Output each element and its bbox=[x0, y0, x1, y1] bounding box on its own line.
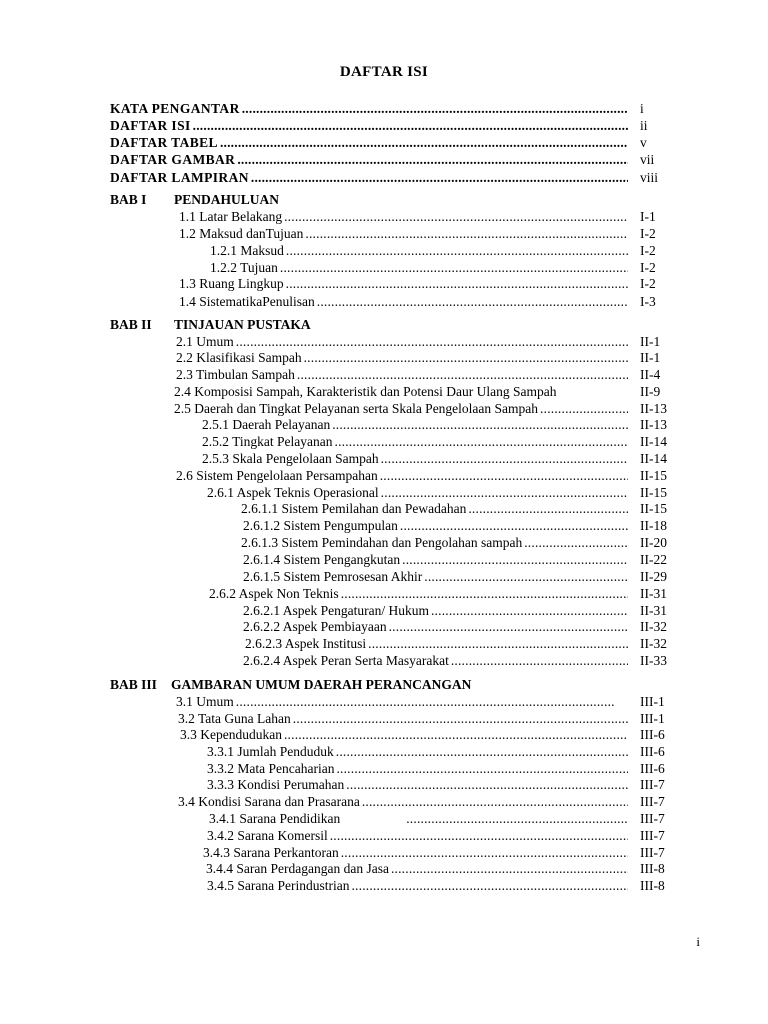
toc-entry bbox=[243, 619, 630, 635]
toc-entry-label: 3.4.3 Sarana Perkantoran bbox=[203, 845, 339, 860]
leader-dots bbox=[305, 226, 628, 242]
toc-entry-daftar-isi bbox=[110, 118, 630, 134]
toc-entry-label: 3.4.2 Sarana Komersil bbox=[207, 828, 328, 843]
toc-entry-label: 2.6.2.2 Aspek Pembiayaan bbox=[243, 619, 387, 634]
toc-entry-label: 1.2.2 Tujuan bbox=[210, 260, 278, 275]
leader-dots bbox=[400, 518, 628, 534]
leader-dots bbox=[251, 170, 628, 186]
toc-entry-label: 2.6.1.5 Sistem Pemrosesan Akhir bbox=[243, 569, 423, 584]
toc-entry bbox=[210, 260, 630, 276]
toc-entry-label: 2.5 Daerah dan Tingkat Pelayanan serta Skala Pengelolaan Sampah bbox=[174, 401, 539, 416]
toc-entry-label: 3.3.3 Kondisi Perumahan bbox=[207, 777, 345, 792]
toc-entry-label: 1.1 Latar Belakang bbox=[179, 209, 283, 224]
toc-entry bbox=[241, 535, 630, 551]
toc-entry-label: 3.4.5 Sarana Perindustrian bbox=[207, 878, 350, 893]
chapter-title: GAMBARAN UMUM DAERAH PERANCANGAN bbox=[171, 677, 472, 692]
leader-dots bbox=[286, 276, 628, 292]
toc-page-number: II-15 bbox=[640, 501, 667, 516]
leader-dots bbox=[330, 828, 628, 844]
toc-entry bbox=[243, 518, 630, 534]
toc-entry bbox=[179, 226, 630, 242]
toc-entry bbox=[243, 603, 630, 619]
toc-entry-label: 3.3 Kependudukan bbox=[180, 727, 282, 742]
toc-entry-label: DAFTAR ISI bbox=[110, 118, 191, 133]
toc-entry-label: 3.4 Kondisi Sarana dan Prasarana bbox=[178, 794, 360, 809]
leader-dots bbox=[389, 619, 628, 635]
toc-page-number: II-1 bbox=[640, 334, 661, 349]
toc-page-number: I-2 bbox=[640, 276, 656, 291]
leader-dots bbox=[468, 501, 628, 517]
toc-page-number: ii bbox=[640, 118, 648, 133]
leader-dots bbox=[242, 101, 628, 117]
chapter-code: BAB I bbox=[110, 192, 147, 207]
toc-entry-kata-pengantar bbox=[110, 101, 630, 117]
leader-dots bbox=[293, 711, 628, 727]
toc-entry-label: 2.6 Sistem Pengelolaan Persampahan bbox=[176, 468, 378, 483]
leader-dots bbox=[236, 694, 614, 710]
toc-entry-daftar-lampiran bbox=[110, 170, 630, 186]
leader-dots bbox=[381, 485, 628, 501]
toc-entry bbox=[174, 384, 630, 400]
toc-entry-label: 2.5.1 Daerah Pelayanan bbox=[202, 417, 331, 432]
toc-page-number: I-2 bbox=[640, 260, 656, 275]
toc-entry-label: 1.4 SistematikaPenulisan bbox=[179, 294, 315, 309]
leader-dots bbox=[368, 636, 628, 652]
toc-page-number: II-4 bbox=[640, 367, 661, 382]
leader-dots bbox=[336, 761, 628, 777]
toc-page-number: III-6 bbox=[640, 744, 665, 759]
toc-entry bbox=[202, 417, 630, 433]
toc-page-number: III-6 bbox=[640, 761, 665, 776]
toc-page-number: I-3 bbox=[640, 294, 656, 309]
toc-page-number: III-8 bbox=[640, 861, 665, 876]
toc-page-number: II-13 bbox=[640, 417, 667, 432]
toc-entry bbox=[207, 828, 630, 844]
toc-entry-label: 2.5.2 Tingkat Pelayanan bbox=[202, 434, 333, 449]
toc-entry bbox=[203, 845, 630, 861]
toc-page-number: III-1 bbox=[640, 711, 665, 726]
toc-entry-label: 2.6.1.4 Sistem Pengangkutan bbox=[243, 552, 401, 567]
leader-dots bbox=[406, 811, 628, 827]
toc-entry-label: 2.5.3 Skala Pengelolaan Sampah bbox=[202, 451, 379, 466]
toc-entry bbox=[179, 276, 630, 292]
toc-entry-label: 3.3.2 Mata Pencaharian bbox=[207, 761, 335, 776]
toc-page-number: II-32 bbox=[640, 619, 667, 634]
toc-entry bbox=[179, 294, 630, 310]
leader-dots bbox=[193, 118, 628, 134]
toc-page-number: II-15 bbox=[640, 485, 667, 500]
toc-entry-label: 2.6.1.3 Sistem Pemindahan dan Pengolahan sampah bbox=[241, 535, 523, 550]
leader-dots bbox=[284, 727, 628, 743]
leader-dots bbox=[286, 243, 628, 259]
toc-entry-label: 1.3 Ruang Lingkup bbox=[179, 276, 284, 291]
toc-entry-label: 3.3.1 Jumlah Penduduk bbox=[207, 744, 334, 759]
toc-page-number: I-1 bbox=[640, 209, 656, 224]
toc-page-number: III-1 bbox=[640, 694, 665, 709]
toc-entry-label: 2.4 Komposisi Sampah, Karakteristik dan Potensi Daur Ulang Sampah bbox=[174, 384, 557, 399]
toc-entry-label: 3.2 Tata Guna Lahan bbox=[178, 711, 291, 726]
toc-entry bbox=[207, 744, 630, 760]
toc-page-number: II-32 bbox=[640, 636, 667, 651]
toc-page-number: II-22 bbox=[640, 552, 667, 567]
leader-dots bbox=[451, 653, 628, 669]
toc-entry bbox=[210, 243, 630, 259]
toc-page-number: II-33 bbox=[640, 653, 667, 668]
toc-page-number: i bbox=[640, 101, 644, 116]
toc-entry-label: 3.4.1 Sarana Pendidikan bbox=[209, 811, 341, 826]
toc-page-number: III-7 bbox=[640, 777, 665, 792]
leader-dots bbox=[297, 367, 628, 383]
toc-entry bbox=[178, 794, 630, 810]
toc-entry-label: 2.1 Umum bbox=[176, 334, 234, 349]
chapter-title: TINJAUAN PUSTAKA bbox=[174, 317, 311, 332]
toc-page-number: II-31 bbox=[640, 586, 667, 601]
toc-entry-label: 2.6.2.3 Aspek Institusi bbox=[245, 636, 367, 651]
chapter-code: BAB III bbox=[110, 677, 157, 692]
toc-page-number: III-7 bbox=[640, 811, 665, 826]
toc-entry bbox=[207, 878, 630, 894]
leader-dots bbox=[346, 777, 628, 793]
toc-page-number: II-9 bbox=[640, 384, 661, 399]
toc-page-number: II-1 bbox=[640, 350, 661, 365]
toc-page-number: III-7 bbox=[640, 794, 665, 809]
toc-entry bbox=[180, 727, 630, 743]
toc-entry bbox=[202, 434, 630, 450]
toc-entry-label: DAFTAR LAMPIRAN bbox=[110, 170, 249, 185]
toc-entry bbox=[176, 334, 630, 350]
toc-page-number: II-29 bbox=[640, 569, 667, 584]
page-title: DAFTAR ISI bbox=[339, 64, 429, 80]
toc-entry bbox=[207, 485, 630, 501]
toc-entry-label: 2.6.2 Aspek Non Teknis bbox=[209, 586, 339, 601]
leader-dots bbox=[332, 417, 628, 433]
toc-entry bbox=[174, 401, 630, 417]
toc-page-number: II-14 bbox=[640, 434, 667, 449]
toc-page-number: vii bbox=[640, 152, 655, 167]
leader-dots bbox=[362, 794, 628, 810]
toc-page-number: III-7 bbox=[640, 845, 665, 860]
toc-entry-daftar-tabel bbox=[110, 135, 630, 151]
toc-page-number: II-14 bbox=[640, 451, 667, 466]
toc-entry-daftar-gambar bbox=[110, 152, 630, 168]
toc-entry-label: 3.4.4 Saran Perdagangan dan Jasa bbox=[206, 861, 389, 876]
leader-dots bbox=[391, 861, 628, 877]
leader-dots bbox=[341, 586, 628, 602]
leader-dots bbox=[402, 552, 628, 568]
toc-page-number: II-31 bbox=[640, 603, 667, 618]
leader-dots bbox=[317, 294, 628, 310]
toc-entry bbox=[243, 653, 630, 669]
toc-page-number: II-20 bbox=[640, 535, 667, 550]
toc-page-number: I-2 bbox=[640, 243, 656, 258]
toc-page-number: I-2 bbox=[640, 226, 656, 241]
leader-dots bbox=[335, 434, 629, 450]
leader-dots bbox=[304, 350, 628, 366]
toc-entry-label: 2.3 Timbulan Sampah bbox=[176, 367, 295, 382]
leader-dots bbox=[524, 535, 628, 551]
toc-entry-label: 2.2 Klasifikasi Sampah bbox=[176, 350, 302, 365]
toc-entry bbox=[243, 569, 630, 585]
toc-entry-label: 3.1 Umum bbox=[176, 694, 234, 709]
toc-entry-label: DAFTAR TABEL bbox=[110, 135, 218, 150]
toc-entry-label: KATA PENGANTAR bbox=[110, 101, 240, 116]
toc-entry-label: 1.2.1 Maksud bbox=[210, 243, 284, 258]
leader-dots bbox=[431, 603, 628, 619]
toc-page-number: II-15 bbox=[640, 468, 667, 483]
toc-entry bbox=[176, 367, 630, 383]
chapter-title: PENDAHULUAN bbox=[174, 192, 280, 207]
toc-entry-label: 1.2 Maksud danTujuan bbox=[179, 226, 304, 241]
toc-page-number: viii bbox=[640, 170, 659, 185]
toc-entry-label: 2.6.1.1 Sistem Pemilahan dan Pewadahan bbox=[241, 501, 467, 516]
footer-page-number: i bbox=[696, 934, 700, 949]
leader-dots bbox=[380, 468, 628, 484]
toc-entry bbox=[179, 209, 630, 225]
toc-page-number: v bbox=[640, 135, 647, 150]
toc-entry bbox=[209, 811, 630, 827]
leader-dots bbox=[284, 209, 628, 225]
toc-entry bbox=[245, 636, 630, 652]
toc-entry bbox=[176, 350, 630, 366]
toc-entry bbox=[178, 711, 630, 727]
toc-page-number: III-7 bbox=[640, 828, 665, 843]
toc-entry bbox=[206, 861, 630, 877]
toc-entry-label: 2.6.2.1 Aspek Pengaturan/ Hukum bbox=[243, 603, 429, 618]
toc-entry bbox=[209, 586, 630, 602]
toc-entry bbox=[207, 777, 630, 793]
leader-dots bbox=[336, 744, 628, 760]
leader-dots bbox=[424, 569, 628, 585]
toc-page-number: II-18 bbox=[640, 518, 667, 533]
toc-entry bbox=[176, 468, 630, 484]
leader-dots bbox=[237, 152, 628, 168]
toc-page-number: II-13 bbox=[640, 401, 667, 416]
leader-dots bbox=[280, 260, 628, 276]
leader-dots bbox=[540, 401, 628, 417]
leader-dots bbox=[381, 451, 628, 467]
leader-dots bbox=[351, 878, 628, 894]
leader-dots bbox=[341, 845, 628, 861]
toc-entry bbox=[243, 552, 630, 568]
toc-entry bbox=[202, 451, 630, 467]
toc-entry-label: DAFTAR GAMBAR bbox=[110, 152, 236, 167]
toc-entry-label: 2.6.1 Aspek Teknis Operasional bbox=[207, 485, 379, 500]
chapter-code: BAB II bbox=[110, 317, 152, 332]
toc-page-number: III-8 bbox=[640, 878, 665, 893]
leader-dots bbox=[220, 135, 628, 151]
toc-entry bbox=[176, 694, 616, 710]
leader-dots bbox=[236, 334, 628, 350]
toc-entry bbox=[241, 501, 630, 517]
toc-entry bbox=[207, 761, 630, 777]
toc-entry-label: 2.6.2.4 Aspek Peran Serta Masyarakat bbox=[243, 653, 449, 668]
toc-entry-label: 2.6.1.2 Sistem Pengumpulan bbox=[243, 518, 398, 533]
toc-page-number: III-6 bbox=[640, 727, 665, 742]
